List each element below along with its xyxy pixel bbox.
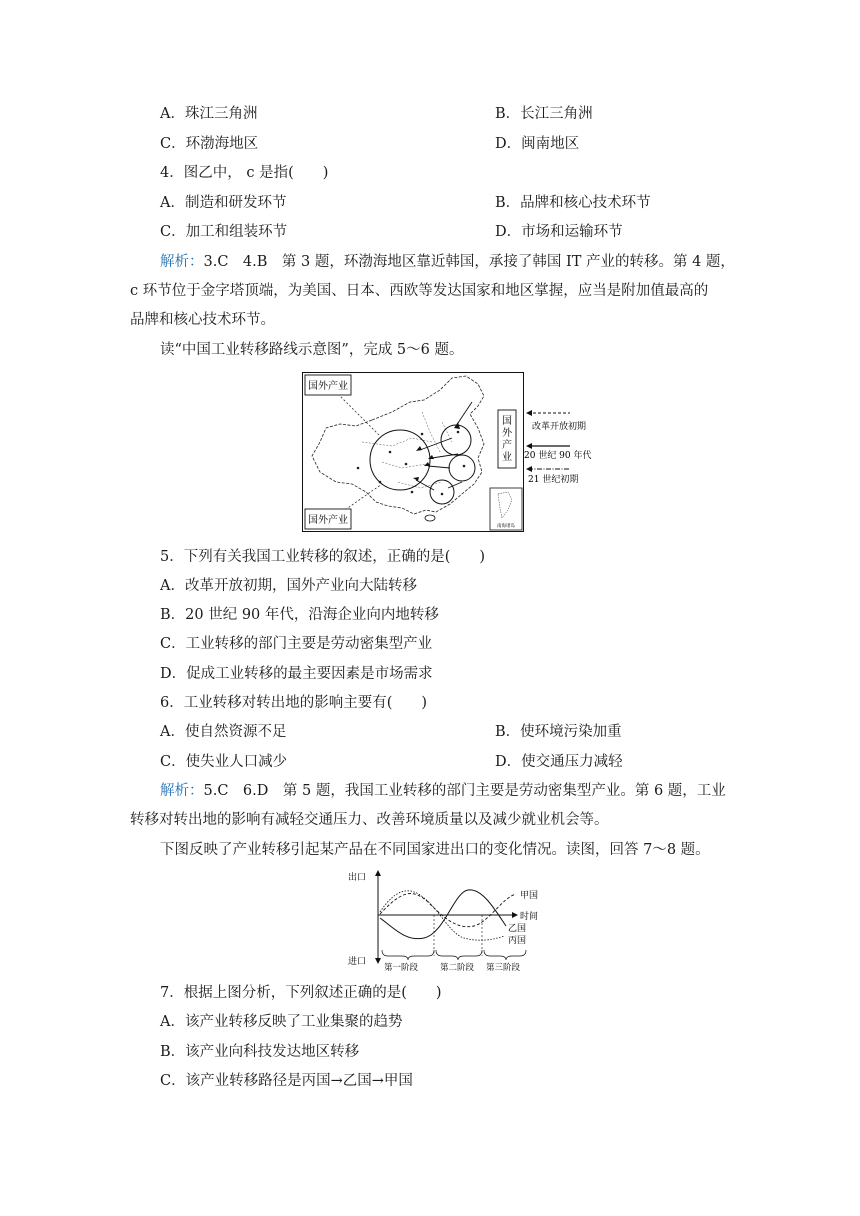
q5-option-c: C．工业转移的部门主要是劳动密集型产业 (160, 636, 433, 652)
series-jia-label: 甲国 (520, 891, 539, 901)
import-export-chart (344, 868, 544, 974)
q5-option-b: B．20 世纪 90 年代，沿海企业向内地转移 (160, 607, 439, 623)
q7-option-c: C．该产业转移路径是丙国→乙国→甲国 (160, 1073, 413, 1089)
q3-option-c: C．环渤海地区 (160, 136, 259, 152)
china-industry-transfer-map (302, 372, 524, 532)
x-axis-label: 时间 (520, 912, 539, 922)
q4-option-b: B．品牌和核心技术环节 (495, 195, 651, 211)
q5-option-a: A．改革开放初期，国外产业向大陆转移 (160, 578, 417, 594)
analysis-label: 解析： (160, 783, 204, 799)
stage-3-label: 第三阶段 (486, 963, 521, 973)
stage-2-label: 第二阶段 (440, 963, 475, 973)
q4-option-c: C．加工和组装环节 (160, 224, 288, 240)
series-yi-label: 乙国 (508, 924, 527, 934)
y-axis-top-label: 出口 (348, 873, 367, 883)
analysis-label: 解析： (160, 254, 204, 270)
q6-option-c: C．使失业人口减少 (160, 754, 288, 770)
foreign-industry-label-top: 国外产业 (308, 381, 348, 392)
legend-early-21st: 21 世纪初期 (528, 475, 579, 485)
read-chart-instruction: 下图反映了产业转移引起某产品在不同国家进出口的变化情况。读图，回答 7～8 题。 (160, 842, 710, 858)
q6-option-a: A．使自然资源不足 (160, 724, 287, 740)
q6-stem: 6．工业转移对转出地的影响主要有( ) (160, 695, 428, 711)
q5-option-d: D．促成工业转移的最主要因素是市场需求 (160, 666, 433, 682)
q4-option-a: A．制造和研发环节 (160, 195, 287, 211)
stage-1-label: 第一阶段 (384, 963, 419, 973)
south-china-sea-inset-label: 南海诸岛 (497, 524, 515, 529)
foreign-industry-label-bottom: 国外产业 (308, 515, 348, 526)
analysis-1-line-3: 品牌和核心技术环节。 (130, 312, 275, 328)
read-map-instruction: 读“中国工业转移路线示意图”，完成 5～6 题。 (160, 342, 464, 358)
q5-stem: 5．下列有关我国工业转移的叙述，正确的是( ) (160, 549, 486, 565)
y-axis-bottom-label: 进口 (348, 957, 367, 967)
q7-stem: 7．根据上图分析，下列叙述正确的是( ) (160, 985, 442, 1001)
q4-stem: 4．图乙中， c 是指( ) (160, 165, 329, 181)
analysis-2-line-1: 解析：5.C 6.D 第 5 题，我国工业转移的部门主要是劳动密集型产业。第 6 题，工业 (160, 783, 726, 799)
analysis-1-line-1: 解析：3.C 4.B 第 3 题，环渤海地区靠近韩国，承接了韩国 IT 产业的转移。第 4 题， (160, 254, 735, 270)
foreign-industry-label-right: 国外产业 (502, 416, 512, 463)
q4-option-d: D．市场和运输环节 (495, 224, 623, 240)
q6-option-b: B．使环境污染加重 (495, 724, 622, 740)
analysis-1-line-2: c 环节位于金字塔顶端，为美国、日本、西欧等发达国家和地区掌握，应当是附加值最高的 (130, 283, 709, 299)
legend-1990s: 20 世纪 90 年代 (524, 451, 592, 461)
q6-option-d: D．使交通压力减轻 (495, 754, 623, 770)
q3-option-d: D．闽南地区 (495, 136, 580, 152)
series-bing-label: 丙国 (508, 936, 527, 946)
map-transfer-legend (524, 405, 614, 491)
q3-option-a: A．珠江三角洲 (160, 106, 258, 122)
q7-option-a: A．该产业转移反映了工业集聚的趋势 (160, 1014, 403, 1030)
analysis-2-line-2: 转移对转出地的影响有减轻交通压力、改善环境质量以及减少就业机会等。 (130, 812, 609, 828)
q7-option-b: B．该产业向科技发达地区转移 (160, 1044, 360, 1060)
q3-option-b: B．长江三角洲 (495, 106, 593, 122)
legend-reform-opening: 改革开放初期 (532, 422, 587, 432)
